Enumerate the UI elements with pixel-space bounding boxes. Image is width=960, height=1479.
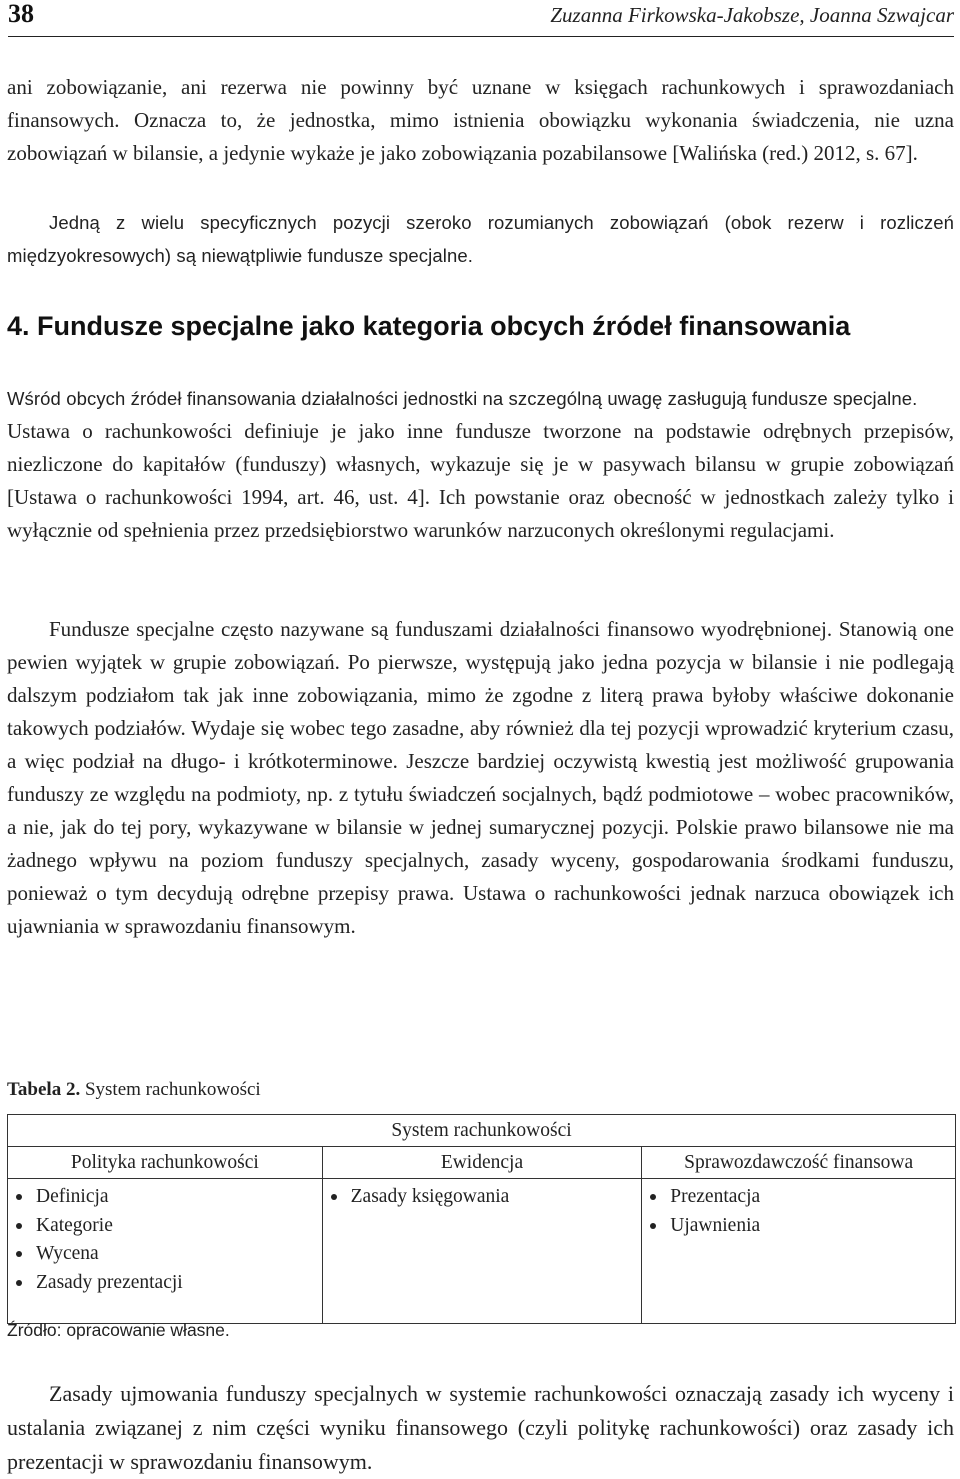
bullet-list-policy — [8, 1183, 322, 1297]
table-spanning-header: System rachunkowości — [8, 1115, 956, 1147]
paragraph-5: Zasady ujmowania funduszy specjalnych w systemie rachunkowości oznaczają zasady ich wyceny i ustalania związanej z nim części wyniku finansowego (czyli politykę rachunkowości) oraz zasady ich prezentacji w sprawozdaniu finansowym. — [7, 1381, 954, 1474]
list-item: Zasady księgowania — [323, 1183, 642, 1212]
table-caption — [7, 1077, 261, 1103]
table-caption-text: System rachunkowości — [84, 1079, 261, 1100]
table-source-note: Źródło: opracowanie własne. — [7, 1320, 230, 1340]
running-head-authors: Zuzanna Firkowska-Jakobsze, Joanna Szwajcar — [550, 3, 954, 27]
page-header — [8, 0, 954, 37]
list-item: Zasady prezentacji — [8, 1269, 322, 1298]
table-header-row — [8, 1115, 956, 1147]
page-number: 38 — [8, 0, 34, 28]
list-item: Kategorie — [8, 1212, 322, 1241]
cell-policy-items — [8, 1179, 323, 1324]
list-item: Wycena — [8, 1240, 322, 1269]
table-caption-label: Tabela 2. — [7, 1079, 81, 1100]
paragraph-1: ani zobowiązanie, ani rezerwa nie powinny być uznane w księgach rachunkowych i sprawozdaniach finansowych. Oznacza to, że jednostka, mimo istnienia obowiązku wykonania świadczenia, nie uzna zobowiązań w bilansie, a jedynie wykaże je jako zobowiązania pozabilansowe [Walińska (red.) 2012, s. 67]. — [7, 75, 954, 165]
paragraph-2: Jedną z wielu specyficznych pozycji szeroko rozumianych zobowiązań (obok rezerw i rozliczeń międzyokresowych) są niewątpliwie fundusze specjalne. — [7, 212, 954, 266]
bullet-list-reporting — [642, 1183, 955, 1240]
table-column-header-row — [8, 1147, 956, 1179]
list-item: Ujawnienia — [642, 1212, 955, 1241]
bullet-list-records — [323, 1183, 642, 1212]
paragraph-3-intro: Wśród obcych źródeł finansowania działalności jednostki na szczególną uwagę zasługują fundusze specjalne. — [7, 388, 918, 409]
column-header-reporting: Sprawozdawczość finansowa — [642, 1147, 956, 1179]
table-body-row — [8, 1179, 956, 1324]
cell-reporting-items — [642, 1179, 956, 1324]
paragraph-3: Ustawa o rachunkowości definiuje je jako inne fundusze tworzone na podstawie odrębnych przepisów, niezliczone do kapitałów (funduszy) własnych, wykazuje się je w pasywach bilansu w grupie zobowiązań [Ustawa o rachunkowości 1994, art. 46, ust. 4]. Ich powstanie oraz obecność w jednostkach zależy tylko i wyłącznie od spełnienia przez przedsiębiorstwo warunków narzuconych określonymi regulacjami. — [7, 419, 954, 542]
list-item: Prezentacja — [642, 1183, 955, 1212]
cell-records-items — [322, 1179, 642, 1324]
section-heading: 4. Fundusze specjalne jako kategoria obcych źródeł finansowania — [7, 311, 851, 341]
list-item: Definicja — [8, 1183, 322, 1212]
accounting-system-table — [7, 1114, 956, 1324]
column-header-records: Ewidencja — [322, 1147, 642, 1179]
paragraph-4: Fundusze specjalne często nazywane są funduszami działalności finansowo wyodrębnionej. Stanowią one pewien wyjątek w grupie zobowiązań. Po pierwsze, występują jako jedna pozycja w bilansie i nie podlegają dalszym podziałom tak jak inne zobowiązania, mimo że zgodne z literą prawa byłoby właściwe dokonanie takowych podziałów. Wydaje się wobec tego zasadne, aby również dla tej pozycji wprowadzić kryterium czasu, a więc podział na długo- i krótkoterminowe. Jeszcze bardziej oczywistą kwestią jest możliwość grupowania funduszy ze względu na podmioty, np. z tytułu świadczeń socjalnych, bądź podmiotowe – wobec pracowników, a nie, jak do tej pory, wykazywane w bilansie w jednej sumarycznej pozycji. Polskie prawo bilansowe nie ma żadnego wpływu na poziom funduszy specjalnych, zasady wyceny, gospodarowania środkami funduszu, ponieważ o tym decydują odrębne przepisy prawa. Ustawa o rachunkowości jednak narzuca obowiązek ich ujawniania w sprawozdaniu finansowym. — [7, 617, 954, 938]
column-header-policy: Polityka rachunkowości — [8, 1147, 323, 1179]
